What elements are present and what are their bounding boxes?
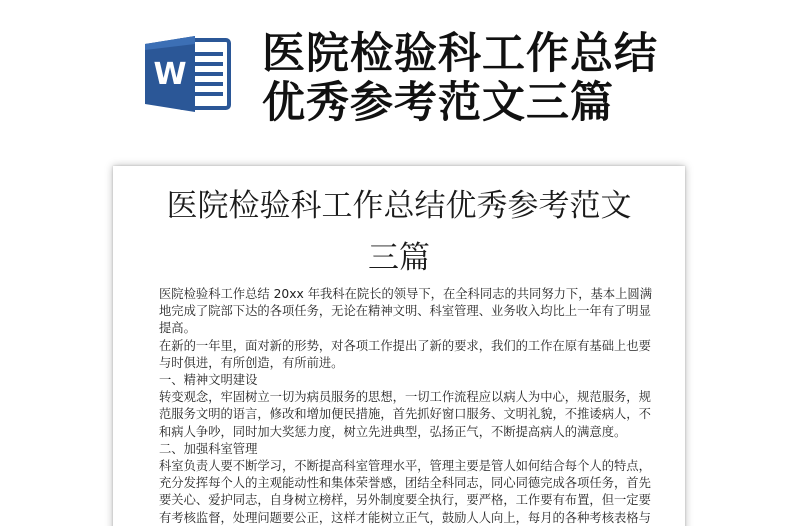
document-title-line-1: 医院检验科工作总结优秀参考范文: [166, 188, 632, 224]
body-line: 在新的一年里，面对新的形势，对各项工作提出了新的要求，我们的工作在原有基础上也要: [159, 338, 651, 353]
document-body: [159, 286, 653, 526]
document-title-line-2: 三篇: [368, 240, 430, 276]
document-page-preview: [113, 166, 685, 526]
header-banner: [0, 0, 800, 150]
page-title: [262, 30, 782, 128]
word-document-icon: [143, 34, 233, 114]
section-heading: 二、加强科室管理: [159, 441, 258, 456]
body-line: 要关心、爱护同志，自身树立榜样，另外制度要全执行，要严格，工作要有布置，但一定要: [159, 493, 651, 508]
section-heading: 一、精神文明建设: [159, 373, 258, 388]
word-icon-letter: W: [153, 57, 187, 92]
body-line: 与时俱进，有所创造，有所前进。: [159, 355, 344, 370]
body-line: 医院检验科工作总结 20xx 年我科在院长的领导下，在全科同志的共同努力下，基本上圆满: [159, 287, 653, 301]
body-line: 和病人争吵，同时加大奖惩力度，树立先进典型，弘扬正气，不断提高病人的满意度。: [159, 424, 627, 439]
body-line: 科室负责人要不断学习，不断提高科室管理水平，管理主要是管人如何结合每个人的特点，: [159, 459, 651, 474]
body-line: 提高。: [159, 321, 196, 336]
body-line: 转变观念，牢固树立一切为病员服务的思想，一切工作流程应以病人为中心，规范服务，规: [159, 390, 651, 405]
page-title-line-2: 优秀参考范文三篇: [262, 78, 614, 128]
body-line: 地完成了院部下达的各项任务，无论在精神文明、科室管理、业务收入均比上一年有了明显: [159, 304, 651, 319]
body-line: 范服务文明的语言，修改和增加便民措施，首先抓好窗口服务、文明礼貌，不推诿病人，不: [159, 407, 651, 422]
page-title-line-1: 医院检验科工作总结: [262, 29, 658, 79]
body-line: 充分发挥每个人的主观能动性和集体荣誉感，团结全科同志，同心同德完成各项任务，首先: [159, 476, 651, 491]
document-title: [113, 180, 685, 284]
body-line: 有考核监督，处理问题要公正，这样才能树立正气，鼓励人人向上，每月的各种考核表格与: [159, 510, 651, 525]
